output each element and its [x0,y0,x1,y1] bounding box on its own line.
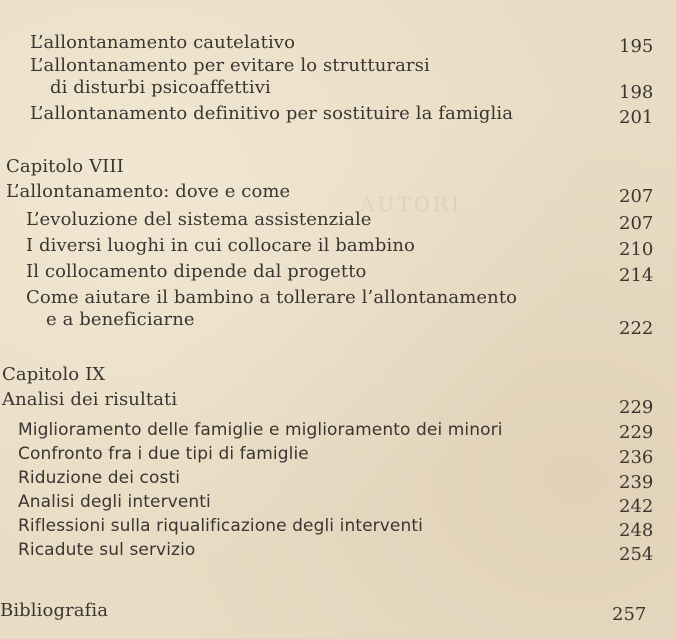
toc-entry-text: di disturbi psicoaffettivi [50,77,271,98]
toc-entry-page: 254 [619,544,654,565]
toc-entry-page: 195 [619,36,654,57]
toc-entry-page: 229 [619,422,654,443]
toc-entry-text: L’allontanamento per evitare lo strutturarsi [30,55,430,76]
toc-entry-page: 229 [619,397,654,418]
toc-entry-page: 239 [619,472,654,493]
toc-entry-text: Il collocamento dipende dal progetto [26,261,367,282]
toc-entry-text: L’evoluzione del sistema assistenziale [26,209,372,230]
toc-entry-page: 207 [619,186,654,207]
toc-entry-page: 207 [619,213,654,234]
section-title: Bibliografia [0,600,109,621]
toc-entry-page: 214 [619,265,654,286]
toc-entry-text: Riduzione dei costi [18,468,181,488]
toc-entry-text: L’allontanamento definitivo per sostituire la famiglia [30,103,514,124]
toc-entry-text: L’allontanamento cautelativo [30,32,296,53]
section-title: L’allontanamento: dove e come [6,181,291,202]
toc-entry-text: Analisi degli interventi [18,492,211,512]
toc-entry-page: 201 [619,107,654,128]
toc-entry-text: Come aiutare il bambino a tollerare l’allontanamento [26,287,518,308]
toc-entry-text: e a beneficiarne [46,309,195,330]
section-title: Analisi dei risultati [2,389,178,410]
toc-entry-page: 248 [619,520,654,541]
toc-entry-page: 242 [619,496,654,517]
toc-entry-page: 236 [619,447,654,468]
show-through-heading: AUTORI [360,192,462,216]
toc-entry-text: Ricadute sul servizio [18,540,196,560]
toc-entry-text: Confronto fra i due tipi di famiglie [18,444,309,464]
toc-entry-page: 257 [612,604,647,625]
chapter-heading: Capitolo VIII [6,156,124,177]
chapter-heading: Capitolo IX [2,364,106,385]
toc-entry-text: Riflessioni sulla riqualificazione degli interventi [18,516,423,536]
toc-entry-page: 210 [619,239,654,260]
toc-entry-text: Miglioramento delle famiglie e miglioramento dei minori [18,420,503,440]
toc-entry-page: 198 [619,82,654,103]
toc-entry-text: I diversi luoghi in cui collocare il bambino [26,235,415,256]
toc-entry-page: 222 [619,318,654,339]
